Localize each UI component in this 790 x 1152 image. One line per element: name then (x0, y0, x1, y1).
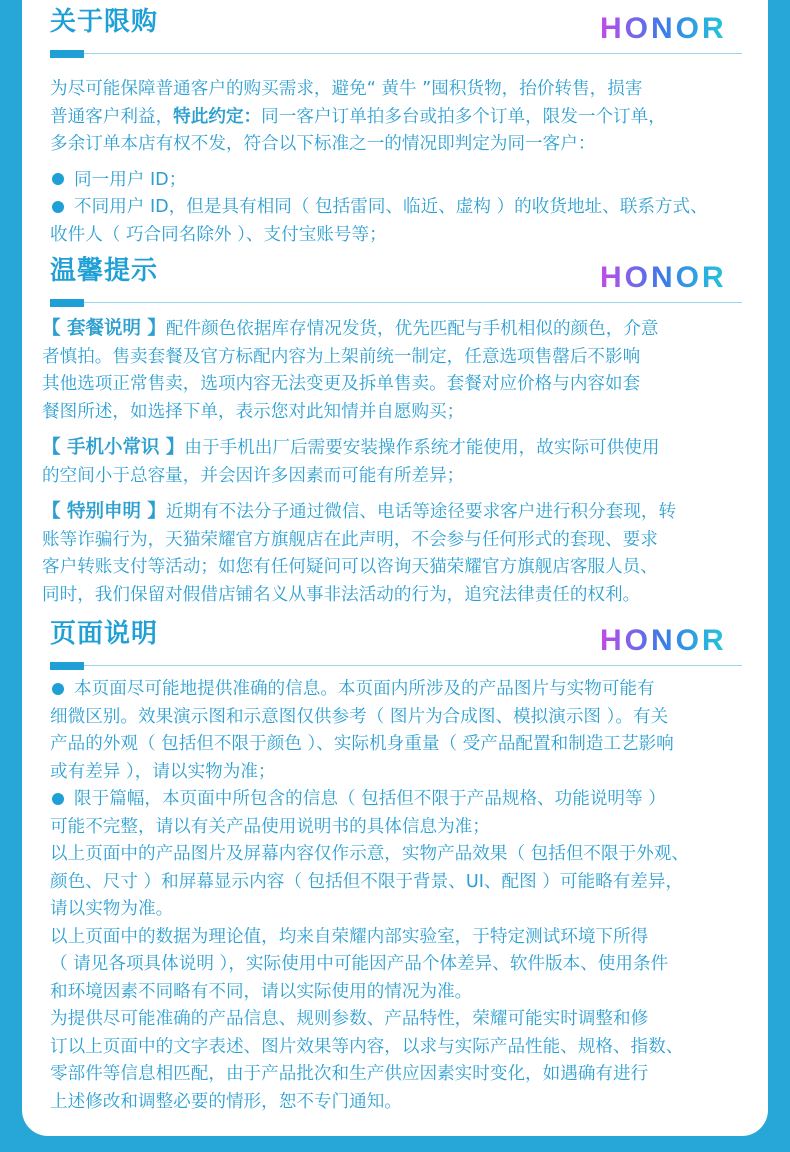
svg-text:HONOR: HONOR (600, 261, 727, 291)
text-line (42, 315, 742, 344)
tips-section (42, 253, 742, 613)
text-line: 为提供尽可能准确的产品信息、规则参数、产品特性，荣耀可能实时调整和修 (50, 1009, 649, 1029)
bullet-dot-icon (52, 793, 64, 805)
text-line: 收件人（ 巧合同名除外 ）、支付宝账号等； (50, 224, 387, 245)
section-body (42, 315, 742, 609)
text-line: 其他选项正常售卖，选项内容无法变更及拆单售卖。套餐对应价格与内容如套 (42, 374, 641, 394)
text-line: （ 请见各项具体说明 ），实际使用中可能因产品个体差异、软件版本、使用条件 (50, 954, 669, 974)
bold-notice: 特此约定： (173, 106, 262, 127)
text-line: 产品的外观（ 包括但不限于颜色 ）、实际机身重量（ 受产品配置和制造工艺影响 (50, 734, 674, 754)
text-span: 由于手机出厂后需要安装操作系统才能使用，故实际可供使用 (184, 438, 660, 458)
text-span: 配件颜色依据库存情况发货，优先匹配与手机相似的颜色，介意 (165, 319, 659, 339)
svg-text:HONOR: HONOR (600, 12, 727, 42)
bullet-item (50, 194, 750, 222)
text-line: 同时，我们保留对假借店铺名义从事非法活动的行为，追究法律责任的权利。 (42, 584, 641, 605)
text-line: 餐图所述，如选择下单，表示您对此知情并自愿购买； (42, 401, 465, 422)
honor-logo (600, 624, 740, 654)
text-span: 同一客户订单拍多台或拍多个订单，限发一个订单， (261, 106, 666, 127)
package-tag: 【 套餐说明 】 (42, 318, 166, 339)
info-card (22, 0, 768, 1136)
text-line: 以上页面中的产品图片及屏幕内容仅作示意，实物产品效果（ 包括但不限于外观、 (50, 844, 689, 864)
bullet-text: 限于篇幅，本页面中所包含的信息（ 包括但不限于产品规格、功能说明等 ） (74, 789, 666, 809)
phone-tag: 【 手机小常识 】 (42, 437, 185, 458)
bullet-dot-icon (52, 173, 64, 185)
section-body (50, 76, 750, 249)
text-line (42, 434, 742, 463)
text-line: 客户转账支付等活动；如您有任何疑问可以咨询天猫荣耀官方旗舰店客服人员、 (42, 557, 658, 577)
text-line: 可能不完整，请以有关产品使用说明书的具体信息为准； (50, 816, 490, 837)
section-title: 关于限购 (50, 7, 159, 37)
bullet-item (50, 167, 750, 195)
section-title: 页面说明 (50, 619, 159, 649)
svg-text:HONOR: HONOR (600, 624, 727, 654)
special-tag: 【 特别申明 】 (42, 501, 166, 522)
text-line: 零部件等信息相匹配，由于产品批次和生产供应因素实时变化，如遇确有进行 (50, 1064, 649, 1084)
bullet-dot-icon (52, 683, 64, 695)
bullet-text: 不同用户 ID，但是具有相同（ 包括雷同、临近、虚构 ）的收货地址、联系方式、 (74, 197, 708, 217)
purchase-limit-section (50, 4, 742, 245)
bullet-text: 同一用户 ID； (74, 169, 187, 190)
text-line (50, 104, 750, 132)
text-line: 以上页面中的数据为理论值，均来自荣耀内部实验室，于特定测试环境下所得 (50, 926, 649, 947)
text-line: 颜色、尺寸 ）和屏幕显示内容（ 包括但不限于背景、UI、配图 ）可能略有差异， (50, 871, 684, 892)
honor-logo (600, 12, 740, 42)
text-line: 和环境因素不同略有不同，请以实际使用的情况为准。 (50, 981, 473, 1002)
section-divider (50, 299, 742, 307)
text-line (42, 498, 742, 527)
text-line: 订以上页面中的文字表述、图片效果等内容，以求与实际产品性能、规格、指数、 (50, 1036, 684, 1057)
text-line: 多余订单本店有权不发，符合以下标准之一的情况即判定为同一客户： (50, 134, 596, 154)
bullet-text: 本页面尽可能地提供准确的信息。本页面内所涉及的产品图片与实物可能有 (74, 679, 655, 699)
section-divider (50, 50, 742, 58)
section-divider (50, 662, 742, 670)
text-span: 近期有不法分子通过微信、电话等途径要求客户进行积分套现，转 (165, 502, 677, 522)
text-line: 的空间小于总容量，并会因许多因素而可能有所差异； (42, 465, 465, 486)
text-line: 为尽可能保障普通客户的购买需求，避免“ 黄牛 ”囤积货物，抬价转售，损害 (50, 79, 643, 99)
text-line: 细微区别。效果演示图和示意图仅供参考（ 图片为合成图、模拟演示图 ）。有关 (50, 706, 669, 727)
section-title: 温馨提示 (50, 256, 159, 286)
text-line: 者慎拍。售卖套餐及官方标配内容为上架前统一制定，任意选项售罄后不影响 (42, 346, 641, 367)
text-line: 请以实物为准。 (50, 899, 174, 919)
text-line: 账等诈骗行为，天猫荣耀官方旗舰店在此声明，不会参与任何形式的套现、要求 (42, 529, 658, 550)
bullet-item (50, 676, 750, 704)
text-span: 普通客户利益， (50, 106, 174, 127)
page-notes-section (50, 616, 742, 1126)
text-line: 或有差异 ），请以实物为准； (50, 761, 276, 782)
section-body (50, 676, 750, 1116)
text-line: 上述修改和调整必要的情形，恕不专门通知。 (50, 1091, 402, 1112)
bullet-dot-icon (52, 201, 64, 213)
bullet-item (50, 786, 750, 814)
honor-logo (600, 261, 740, 291)
